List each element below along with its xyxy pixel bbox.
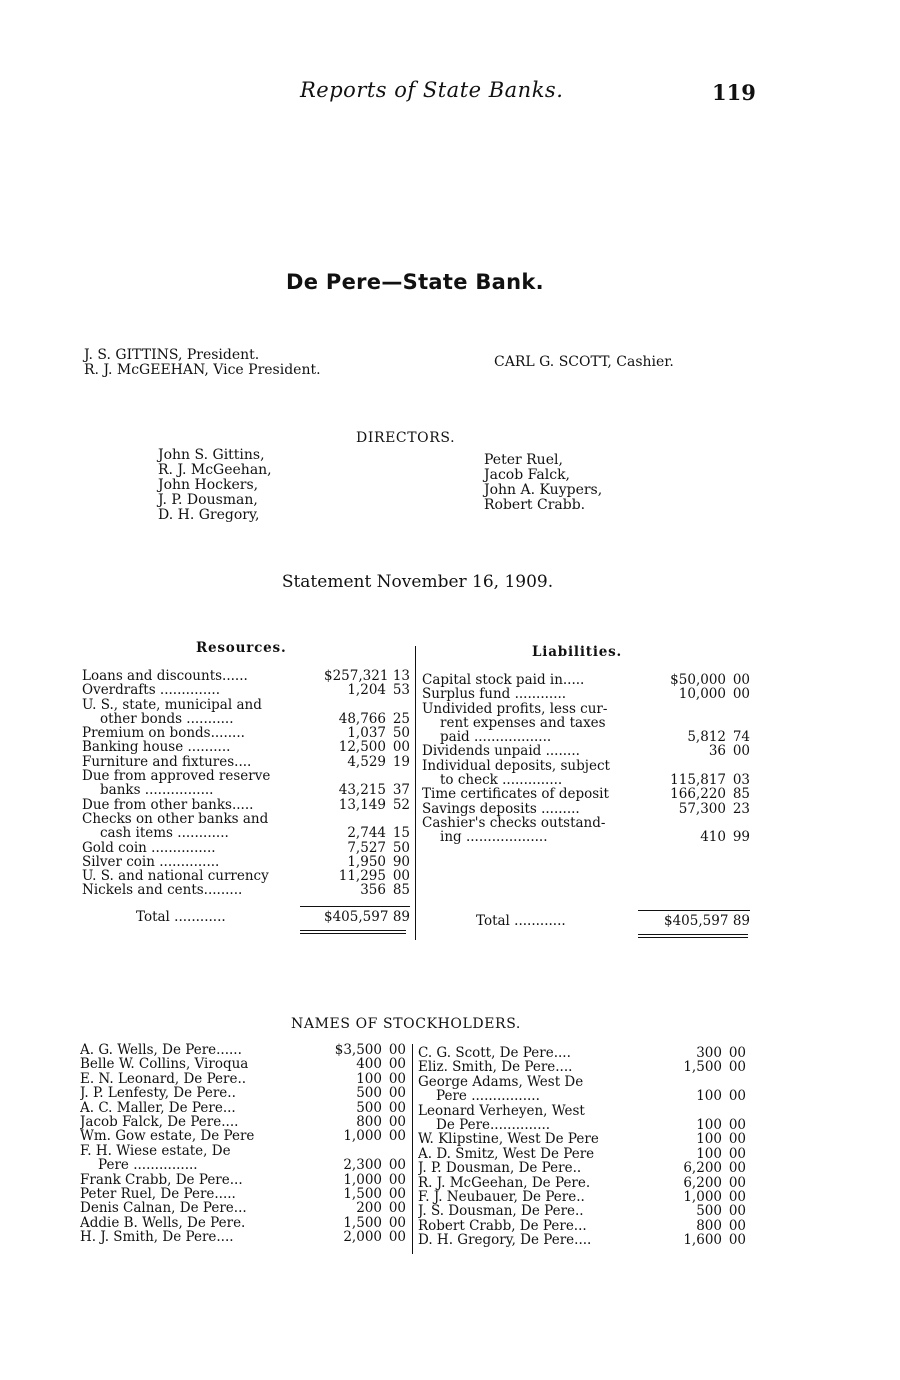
table-row: E. N. Leonard, De Pere.. 100 00 <box>80 1070 406 1087</box>
table-row: Cashier's checks outstand- <box>422 815 606 831</box>
table-row: Leonard Verheyen, West <box>418 1103 585 1119</box>
table-row: D. H. Gregory, De Pere.... 1,600 00 <box>418 1232 746 1249</box>
table-row: U. S. and national currency 11,295 00 <box>82 868 410 885</box>
stockholders-heading: NAMES OF STOCKHOLDERS. <box>291 1016 521 1032</box>
table-row: Individual deposits, subject <box>422 758 610 774</box>
table-row: Gold coin ............... 7,527 50 <box>82 839 410 856</box>
stockholders-left <box>80 1043 406 1245</box>
director: John S. Gittins, <box>158 447 265 463</box>
table-row: banks ................ 43,215 37 <box>100 782 410 799</box>
table-row: Surplus fund ............ 10,000 00 <box>422 686 750 703</box>
table-row: J. S. Dousman, De Pere.. 500 00 <box>418 1203 746 1220</box>
statement-title: Statement November 16, 1909. <box>281 572 554 592</box>
bank-title: De Pere—State Bank. <box>286 270 544 294</box>
table-row: George Adams, West De <box>418 1074 584 1090</box>
table-row: to check .............. 115,817 03 <box>440 772 750 789</box>
directors-heading: DIRECTORS. <box>356 430 456 446</box>
table-row: Pere ................ 100 00 <box>436 1088 746 1105</box>
president: J. S. GITTINS, President. <box>84 347 260 363</box>
liabilities-table <box>422 673 750 845</box>
table-row: Addie B. Wells, De Pere. 1,500 00 <box>80 1214 406 1231</box>
resources-total-rule <box>300 906 410 907</box>
table-row: F. H. Wiese estate, De <box>80 1143 231 1159</box>
table-row: Due from approved reserve <box>82 769 271 784</box>
directors-left <box>158 448 272 523</box>
table-row: A. G. Wells, De Pere...... $3,500 00 <box>80 1042 406 1058</box>
table-row: Loans and discounts...... $257,321 13 <box>82 668 410 684</box>
table-row: W. Klipstine, West De Pere 100 00 <box>418 1131 746 1148</box>
director: Peter Ruel, <box>484 452 563 468</box>
table-row: Pere ............... 2,300 00 <box>98 1157 406 1174</box>
table-row: De Pere.............. 100 00 <box>436 1117 746 1134</box>
table-row: Nickels and cents......... 356 85 <box>82 882 410 899</box>
resources-double-rule <box>300 930 406 934</box>
table-row: Wm. Gow estate, De Pere 1,000 00 <box>80 1128 406 1145</box>
table-row: A. C. Maller, De Pere... 500 00 <box>80 1099 406 1116</box>
table-row: J. P. Dousman, De Pere.. 6,200 00 <box>418 1160 746 1177</box>
director: Jacob Falck, <box>484 467 571 483</box>
director: John Hockers, <box>158 477 259 493</box>
table-row: cash items ............ 2,744 15 <box>100 825 410 842</box>
table-row: A. D. Smitz, West De Pere 100 00 <box>418 1145 746 1162</box>
table-row: Robert Crabb, De Pere... 800 00 <box>418 1217 746 1234</box>
table-row: Time certificates of deposit 166,220 85 <box>422 786 750 803</box>
directors-right <box>484 453 602 513</box>
table-row: H. J. Smith, De Pere.... 2,000 00 <box>80 1229 406 1246</box>
director: Robert Crabb. <box>484 497 586 513</box>
page-number: 119 <box>712 80 756 105</box>
cashier: CARL G. SCOTT, Cashier. <box>494 354 674 370</box>
director: John A. Kuypers, <box>484 482 603 498</box>
table-row: Checks on other banks and <box>82 811 269 827</box>
resources-total: Total ............ $405,597 89 <box>136 909 410 925</box>
table-row: Overdrafts .............. 1,204 53 <box>82 682 410 699</box>
liabilities-total: Total ............ $405,597 89 <box>476 913 750 929</box>
table-row: F. J. Neubauer, De Pere.. 1,000 00 <box>418 1189 746 1206</box>
liabilities-double-rule <box>638 934 748 938</box>
table-row: Silver coin .............. 1,950 90 <box>82 853 410 870</box>
table-row: paid .................. 5,812 74 <box>440 729 750 746</box>
officers-left <box>84 348 321 378</box>
table-row: Peter Ruel, De Pere..... 1,500 00 <box>80 1186 406 1203</box>
vice-president: R. J. McGEEHAN, Vice President. <box>84 362 321 378</box>
stockholders-divider <box>412 1044 413 1254</box>
running-title: Reports of State Banks. <box>300 78 564 102</box>
column-divider <box>415 646 416 940</box>
table-row: Denis Calnan, De Pere... 200 00 <box>80 1200 406 1217</box>
table-row: rent expenses and taxes <box>440 715 606 731</box>
director: R. J. McGeehan, <box>158 462 272 478</box>
table-row: Furniture and fixtures.... 4,529 19 <box>82 753 410 770</box>
liabilities-total-rule <box>638 910 750 911</box>
table-row: Savings deposits ......... 57,300 23 <box>422 800 750 817</box>
table-row: ing ................... 410 99 <box>440 829 750 846</box>
director: D. H. Gregory, <box>158 507 260 523</box>
stockholders-right <box>418 1046 746 1248</box>
table-row: Due from other banks..... 13,149 52 <box>82 796 410 813</box>
table-row: Undivided profits, less cur- <box>422 701 608 716</box>
table-row: Capital stock paid in..... $50,000 00 <box>422 672 750 688</box>
table-row: U. S., state, municipal and <box>82 697 262 712</box>
table-row: J. P. Lenfesty, De Pere.. 500 00 <box>80 1085 406 1102</box>
table-row: Belle W. Collins, Viroqua 400 00 <box>80 1056 406 1073</box>
table-row: Eliz. Smith, De Pere.... 1,500 00 <box>418 1059 746 1076</box>
resources-table <box>82 669 410 898</box>
liabilities-heading: Liabilities. <box>532 644 623 660</box>
table-row: R. J. McGeehan, De Pere. 6,200 00 <box>418 1174 746 1191</box>
table-row: Premium on bonds........ 1,037 50 <box>82 725 410 742</box>
table-row: Dividends unpaid ........ 36 00 <box>422 743 750 760</box>
table-row: C. G. Scott, De Pere.... 300 00 <box>418 1045 746 1061</box>
table-row: other bonds ........... 48,766 25 <box>100 710 410 727</box>
table-row: Banking house .......... 12,500 00 <box>82 739 410 756</box>
table-row: Jacob Falck, De Pere.... 800 00 <box>80 1114 406 1131</box>
table-row: Frank Crabb, De Pere... 1,000 00 <box>80 1171 406 1188</box>
director: J. P. Dousman, <box>158 492 258 508</box>
resources-heading: Resources. <box>196 640 287 656</box>
